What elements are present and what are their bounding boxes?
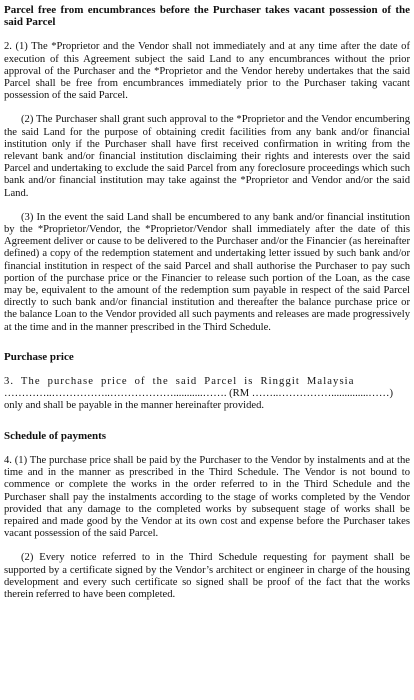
clause-3-line-3: only and shall be payable in the manner hereinafter provided. [4,400,265,412]
heading-schedule-of-payments: Schedule of payments [4,429,107,442]
clause-3-line-1: 3. The purchase price of the said Parcel is Ringgit Malaysia [4,376,355,388]
clause-3-blank-amount-line: …………..……………..………………...........……. (RM ……..……………..............……) [4,388,394,400]
clause-2-2-paragraph: (2) The Purchaser shall grant such approval to the *Proprietor and the Vendor encumbering the said Land for the purpose of obtaining credit facilities from any bank and/or financial institution only if the Purchaser shall have first received confirmation in writing from the relevant bank and/or financial institution disclaiming their rights and interests over the said Parcel and undertaking to exclude the said Parcel from any foreclosure proceedings which such bank and/or financial institution may take against the *Proprietor and Vendor and/or the said Land. [4,114,410,199]
heading-purchase-price: Purchase price [4,350,74,363]
agreement-page [4,4,410,601]
clause-4-1-paragraph: 4. (1) The purchase price shall be paid by the Purchaser to the Vendor by instalments and at the time and in the manner as prescribed in the Third Schedule. The Vendor is not bound to commence or complete the works in the order referred to in the Third Schedule and the Purchaser shall pay the instalments according to the stage of works completed by the Vendor provided that any damage to the completed works by subsequent stage of works shall be repaired and made good by the Vendor at its own cost and expense before the Purchaser takes vacant possession of the said Parcel. [4,454,410,540]
heading-parcel-free-from-encumbrances: Parcel free from encumbrances before the Purchaser takes vacant possession of the said Parcel [4,4,410,29]
clause-2-3-paragraph: (3) In the event the said Land shall be encumbered to any bank and/or financial institution by the *Proprietor/Vendor, the *Proprietor/Vendor shall immediately after the date of this Agreement deliver or cause to be delivered to the Purchaser and/or the Financier (as hereinafter defined) a copy of the redemption statement and undertaking letter issued by such bank and/or financial institution in respect of the said Parcel and shall authorise the Purchaser to pay such portion of the purchase price or the Financier to release such portion of the Loan, as the case may be, equivalent to the amount of the redemption sum payable in respect of the said Parcel directly to such bank and/or financial institution and thereafter the balance purchase price or the balance Loan to the Vendor provided all such payments and releases are made progressively at the time and in the manner prescribed in the Third Schedule. [4,211,410,333]
clause-4-2-paragraph: (2) Every notice referred to in the Third Schedule requesting for payment shall be supported by a certificate signed by the Vendor’s architect or engineer in charge of the housing development and every such certificate so signed shall be proof of the fact that the works therein referred to have been completed. [4,552,410,600]
clause-2-1-paragraph: 2. (1) The *Proprietor and the Vendor shall not immediately and at any time after the date of execution of this Agreement subject the said Land to any encumbrances without the prior approval of the Purchaser and the *Proprietor and the Vendor hereby undertakes that the said Parcel shall be free from encumbrances immediately prior to the Purchaser taking vacant possession of the said Parcel. [4,41,410,102]
